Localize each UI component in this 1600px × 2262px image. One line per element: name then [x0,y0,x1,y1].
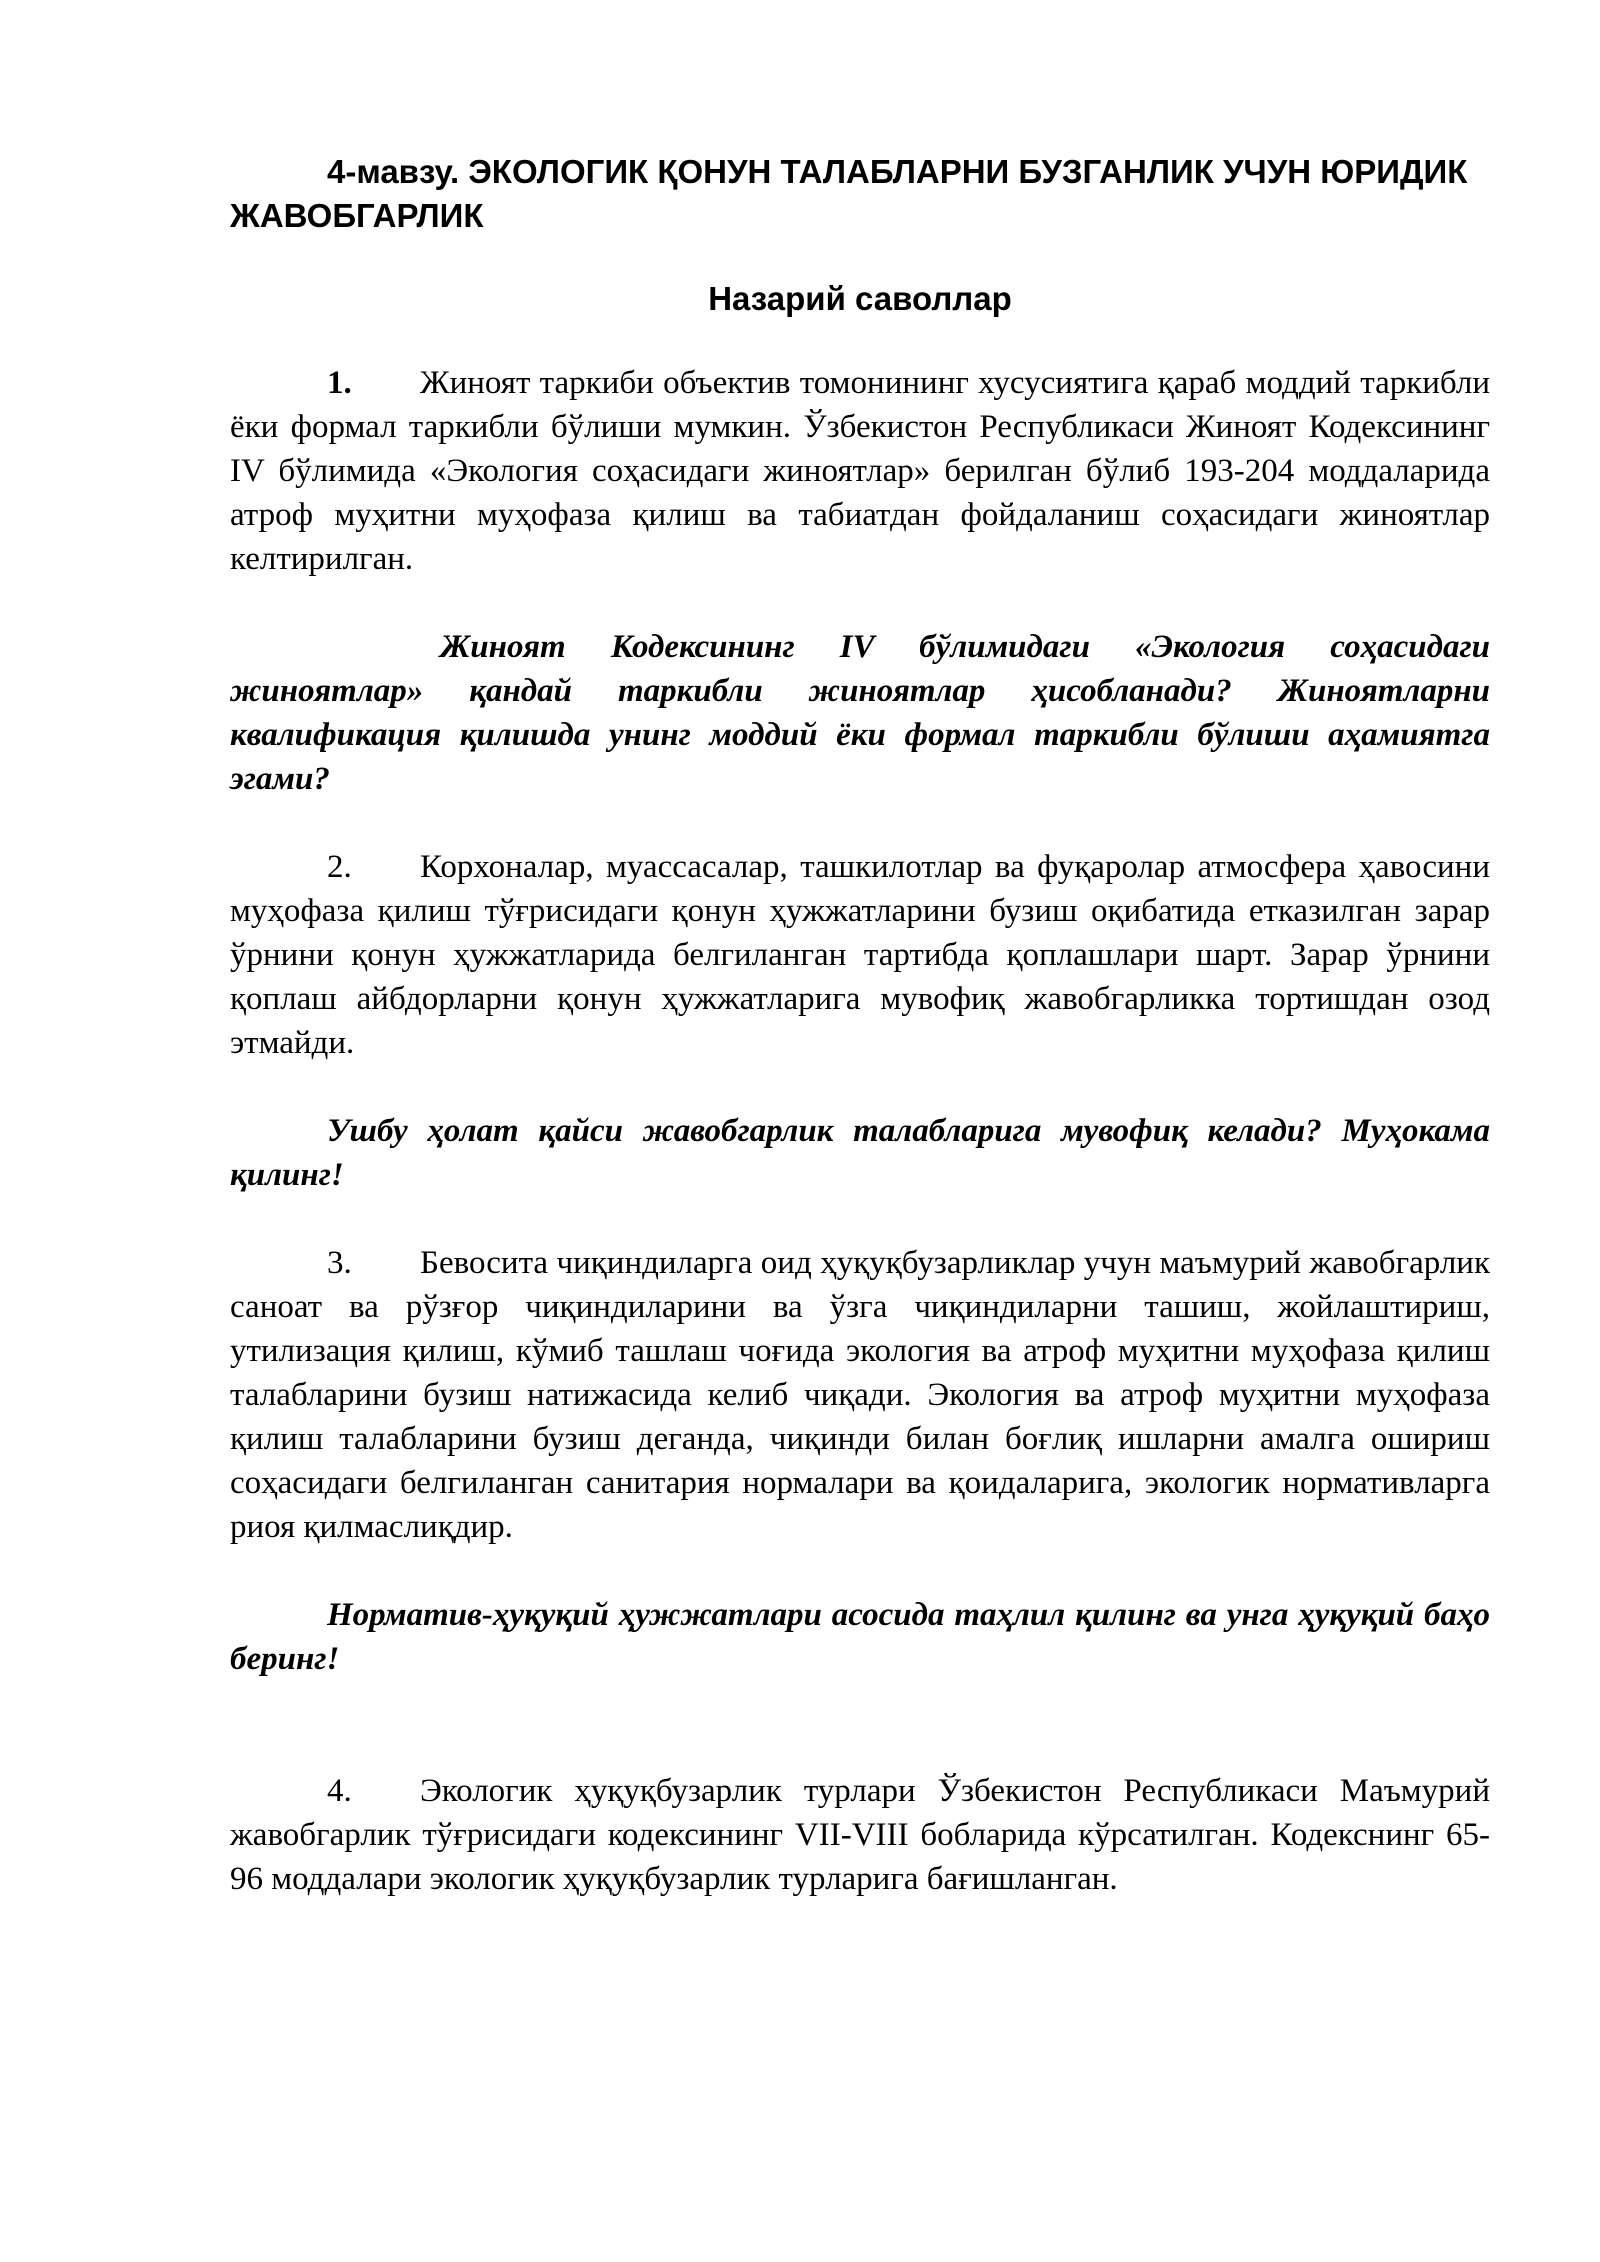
question-3: Норматив-ҳуқуқий ҳужжатлари асосида таҳлил қилинг ва унга ҳуқуқий баҳо беринг! [230,1597,1490,1677]
document-page [230,150,1490,1901]
document-title: 4-мавзу. ЭКОЛОГИК ҚОНУН ТАЛАБЛАРНИ БУЗГАНЛИК УЧУН ЮРИДИК ЖАВОБГАРЛИК [230,153,1468,234]
paragraph-4-text: Экологик ҳуқуқбузарлик турлари Ўзбекистон Республикаси Маъмурий жавобгарлик тўғрисидаги кодексининг VII-VIII бобларида кўрсатилган. Кодекснинг 65-96 моддалари экологик ҳуқуқбузарлик турларига бағишланган. [230,1773,1490,1897]
paragraph-1-text: Жиноят таркиби объектив томонининг хусусиятига қараб моддий таркибли ёки формал таркибли бўлиши мумкин. Ўзбекистон Республикаси Жиноят Кодексининг IV бўлимида «Экология соҳасидаги жиноятлар» берилган бўлиб 193-204 моддаларида атроф муҳитни муҳофаза қилиш ва табиатдан фойдаланиш соҳасидаги жиноятлар келтирилган. [230,365,1490,577]
question-2: Ушбу ҳолат қайси жавобгарлик талабларига мувофиқ келади? Муҳокама қилинг! [230,1113,1490,1193]
paragraph-2-number: 2. [327,849,352,885]
paragraph-3-number: 3. [327,1245,352,1281]
paragraph-3 [230,1241,1490,1549]
paragraph-2-text: Корхоналар, муассасалар, ташкилотлар ва фуқаролар атмосфера ҳавосини муҳофаза қилиш тўғрисидаги қонун ҳужжатларини бузиш оқибатида етказилган зарар ўрнини қонун ҳужжатларида белгиланган тартибда қоплашлари шарт. Зарар ўрнини қоплаш айбдорларни қонун ҳужжатларига мувофиқ жавобгарликка тортишдан озод этмайди. [230,849,1490,1061]
paragraph-4-number: 4. [327,1773,352,1809]
section-subtitle: Назарий саволлар [708,280,1012,317]
paragraph-2 [230,845,1490,1065]
paragraph-4 [230,1769,1490,1901]
question-1: Жиноят Кодексининг IV бўлимидаги «Экология соҳасидаги жиноятлар» қандай таркибли жиноятлар ҳисобланади? Жиноятларни квалификация қилишда унинг моддий ёки формал таркибли бўлиши аҳамиятга эгами? [230,629,1490,797]
paragraph-1-number: 1. [327,365,352,401]
paragraph-3-text: Бевосита чиқиндиларга оид ҳуқуқбузарликлар учун маъмурий жавобгарлик саноат ва рўзғор чиқиндиларини ва ўзга чиқиндиларни ташиш, жойлаштириш, утилизация қилиш, кўмиб ташлаш чоғида экология ва атроф муҳитни муҳофаза қилиш талабларини бузиш натижасида келиб чиқади. Экология ва атроф муҳитни муҳофаза қилиш талабларини бузиш деганда, чиқинди билан боғлиқ ишларни амалга ошириш соҳасидаги белгиланган санитария нормалари ва қоидаларига, экологик нормативларга риоя қилмаслиқдир. [230,1245,1490,1545]
paragraph-1 [230,361,1490,581]
